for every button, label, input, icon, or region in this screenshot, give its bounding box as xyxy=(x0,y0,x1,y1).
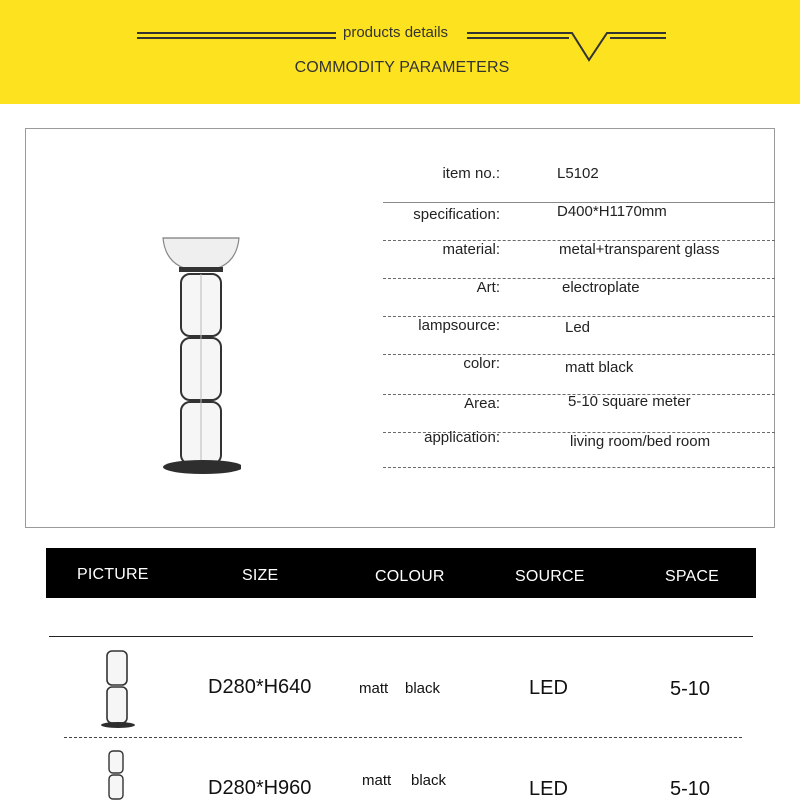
column-header-picture: PICTURE xyxy=(77,566,149,583)
variants-table-header xyxy=(46,548,756,598)
row-colour-name: black xyxy=(411,772,447,789)
param-value: living room/bed room xyxy=(570,433,711,450)
param-row-color xyxy=(383,355,775,393)
row-colour-name: black xyxy=(405,680,441,697)
column-header-source: SOURCE xyxy=(515,568,585,585)
column-header-space: SPACE xyxy=(665,568,720,585)
param-label: Art: xyxy=(476,279,500,296)
param-label: specification: xyxy=(413,206,500,223)
banner-decoration xyxy=(0,0,800,104)
header-banner xyxy=(0,0,800,104)
param-row-application xyxy=(383,429,775,467)
banner-title: products details xyxy=(343,24,449,41)
column-header-size: SIZE xyxy=(242,567,279,584)
param-label: application: xyxy=(424,429,500,446)
row-space: 5-10 xyxy=(670,678,711,700)
product-parameters-card xyxy=(25,128,775,528)
row-divider xyxy=(64,737,742,738)
divider xyxy=(383,467,775,468)
param-value: metal+transparent glass xyxy=(559,241,720,258)
row-source: LED xyxy=(529,778,568,800)
param-value: electroplate xyxy=(562,279,640,296)
param-label: color: xyxy=(463,355,500,372)
lamp-thumbnail-tall xyxy=(104,750,128,800)
param-value: Led xyxy=(565,319,591,336)
row-source: LED xyxy=(529,677,568,699)
param-label: lampsource: xyxy=(418,317,500,334)
lamp-thumbnail-small xyxy=(100,650,136,730)
banner-subtitle: COMMODITY PARAMETERS xyxy=(294,59,510,76)
param-value: D400*H1170mm xyxy=(557,203,667,220)
table-top-divider xyxy=(49,636,753,637)
param-label: Area: xyxy=(464,395,500,412)
param-row-material xyxy=(383,241,775,279)
row-size: D280*H960 xyxy=(208,777,312,799)
param-row-item-no xyxy=(383,165,775,203)
row-space: 5-10 xyxy=(670,778,711,800)
column-header-colour: COLOUR xyxy=(375,568,445,585)
param-row-lampsource xyxy=(383,317,775,355)
row-colour-finish: matt xyxy=(362,772,392,789)
row-colour-finish: matt xyxy=(359,680,389,697)
param-value: 5-10 square meter xyxy=(568,393,691,410)
param-row-art xyxy=(383,279,775,317)
param-label: material: xyxy=(442,241,500,258)
row-size: D280*H640 xyxy=(208,676,312,698)
floor-lamp-image xyxy=(161,234,241,479)
param-value: matt black xyxy=(565,359,634,376)
param-row-area xyxy=(383,393,775,431)
param-value: L5102 xyxy=(557,165,599,182)
param-label: item no.: xyxy=(442,165,500,182)
param-row-specification xyxy=(383,203,775,241)
